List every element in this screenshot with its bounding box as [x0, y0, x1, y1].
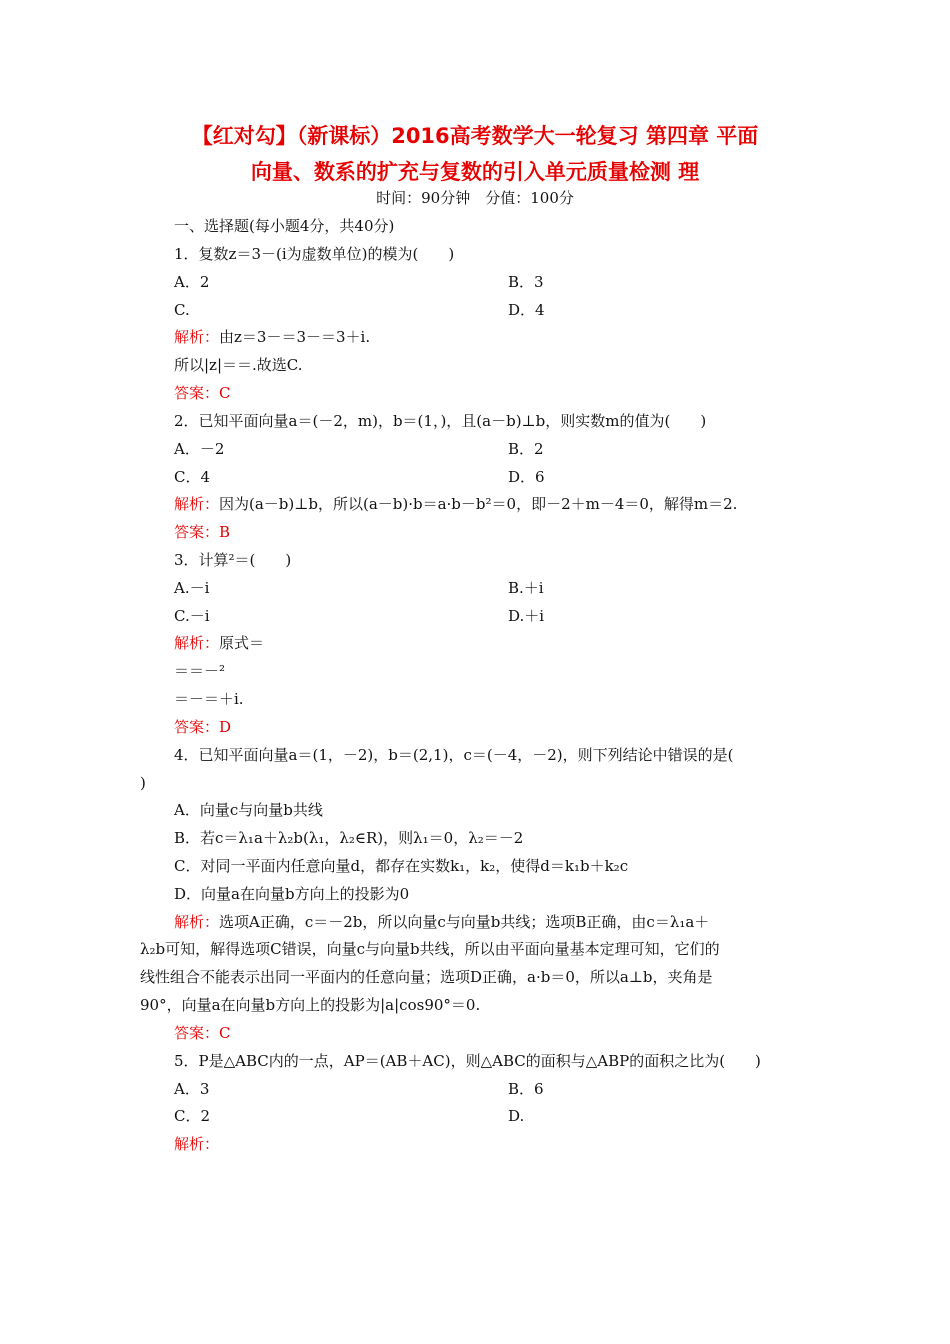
- exam-meta: 时间：90分钟 分值：100分: [376, 189, 574, 207]
- q2-option-c: C．4: [174, 468, 211, 486]
- analysis-text: 因为(a－b)⊥b，所以(a－b)·b＝a·b－b²＝0，即－2＋m－4＝0，解得m＝2.: [219, 495, 738, 513]
- q2-option-b: B．2: [508, 440, 544, 458]
- document-title-line1: 【红对勾】（新课标）2016高考数学大一轮复习 第四章 平面: [191, 124, 759, 148]
- q3-option-a: A.－i: [174, 579, 210, 597]
- q5-stem: 5．P是△ABC内的一点，AP＝(AB＋AC)，则△ABC的面积与△ABP的面积之比为( ): [174, 1052, 761, 1070]
- q3-stem: 3．计算²＝( ): [174, 551, 292, 569]
- q1-stem: 1．复数z＝3－(i为虚数单位)的模为( ): [174, 245, 455, 263]
- analysis-text: 由z＝3－＝3－＝3＋i.: [219, 328, 371, 346]
- analysis-label: 解析：: [174, 913, 220, 931]
- section-heading: 一、选择题(每小题4分，共40分): [174, 217, 395, 235]
- q4-option-c: C．对同一平面内任意向量d，都存在实数k₁，k₂，使得d＝k₁b＋k₂c: [174, 857, 629, 875]
- q1-analysis-line2: 所以|z|＝＝.故选C.: [174, 356, 303, 374]
- analysis-label: 解析：: [174, 328, 220, 346]
- q1-answer: 答案：C: [174, 384, 231, 402]
- q1-option-a: A．2: [174, 273, 210, 291]
- q3-option-b: B.＋i: [508, 579, 544, 597]
- q4-analysis-line3: 线性组合不能表示出同一平面内的任意向量；选项D正确，a·b＝0，所以a⊥b，夹角是: [140, 968, 713, 986]
- q3-option-d: D.＋i: [508, 607, 545, 625]
- q1-option-d: D．4: [508, 301, 545, 319]
- q2-analysis: [174, 494, 737, 514]
- q4-option-d: D．向量a在向量b方向上的投影为0: [174, 885, 410, 903]
- q4-analysis: [174, 912, 709, 932]
- q1-option-c: C.: [174, 301, 190, 319]
- q2-option-d: D．6: [508, 468, 545, 486]
- q4-option-b: B．若c＝λ₁a＋λ₂b(λ₁，λ₂∈R)，则λ₁＝0，λ₂＝－2: [174, 829, 524, 847]
- q5-analysis-label: 解析：: [174, 1135, 220, 1153]
- analysis-label: 解析：: [174, 634, 220, 652]
- analysis-label: 解析：: [174, 495, 220, 513]
- q5-option-d: D.: [508, 1107, 525, 1125]
- q4-analysis-line4: 90°，向量a在向量b方向上的投影为|a|cos90°＝0.: [140, 996, 481, 1014]
- q2-answer: 答案：B: [174, 523, 231, 541]
- q3-option-c: C.－i: [174, 607, 210, 625]
- q1-analysis: [174, 327, 370, 347]
- q4-option-a: A．向量c与向量b共线: [174, 801, 323, 819]
- q4-stem-line2: ): [140, 774, 146, 792]
- q5-option-c: C．2: [174, 1107, 211, 1125]
- q2-stem: 2．已知平面向量a＝(－2，m)，b＝(1，)，且(a－b)⊥b，则实数m的值为( ): [174, 412, 707, 430]
- q2-option-a: A．－2: [174, 440, 225, 458]
- q4-answer: 答案：C: [174, 1024, 231, 1042]
- q5-option-a: A．3: [174, 1080, 210, 1098]
- q5-option-b: B．6: [508, 1080, 544, 1098]
- document-title-line2: 向量、数系的扩充与复数的引入单元质量检测 理: [250, 160, 700, 184]
- q3-analysis-line2: ＝＝－²: [174, 662, 226, 680]
- q3-analysis-line3: ＝－＝＋i.: [174, 690, 244, 708]
- q3-analysis: [174, 633, 264, 653]
- q4-analysis-line2: λ₂b可知，解得选项C错误，向量c与向量b共线，所以由平面向量基本定理可知，它们的: [140, 940, 720, 958]
- q1-option-b: B．3: [508, 273, 544, 291]
- q3-answer: 答案：D: [174, 718, 232, 736]
- analysis-text: 原式＝: [219, 634, 265, 652]
- analysis-text: 选项A正确，c＝－2b，所以向量c与向量b共线；选项B正确，由c＝λ₁a＋: [219, 913, 710, 931]
- q4-stem: 4．已知平面向量a＝(1，－2)，b＝(2,1)，c＝(－4，－2)，则下列结论中错误的是(: [174, 746, 734, 764]
